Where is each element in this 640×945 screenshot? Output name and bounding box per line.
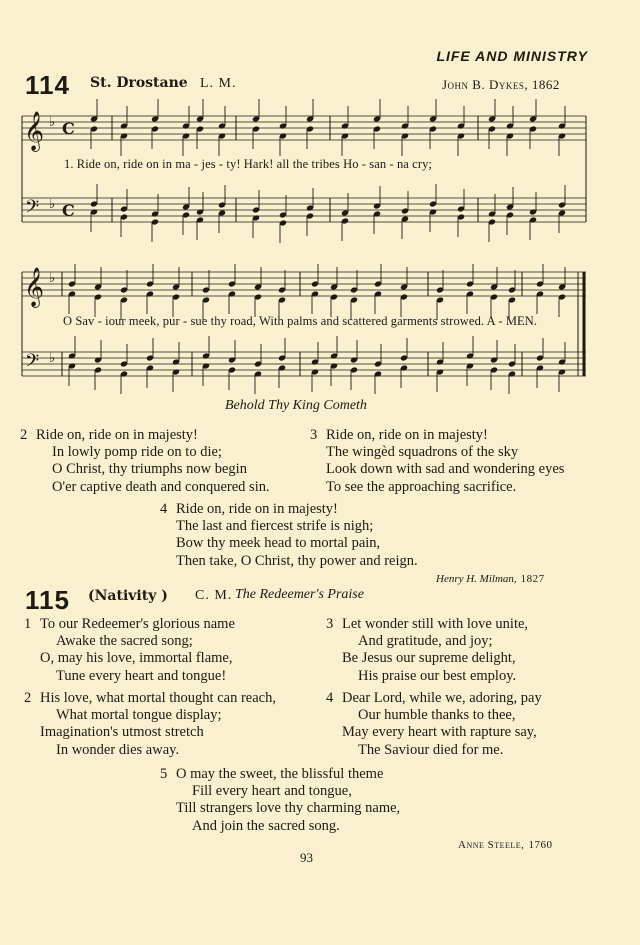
verse-line: Then take, O Christ, thy power and reign. — [176, 552, 418, 569]
lyrics-line-1: 1. Ride on, ride on in ma - jes - ty! Hark! all the tribes Ho - san - na cry; — [64, 157, 433, 171]
verse-line: Bow thy meek head to mortal pain, — [176, 535, 381, 552]
treble-clef-icon: 𝄞 — [24, 111, 45, 151]
verse-line: Ride on, ride on in majesty! — [326, 427, 488, 443]
staff-2-bass — [22, 352, 586, 376]
verse-line: O, may his love, immortal flame, — [40, 650, 233, 667]
verse-line: Imagination's utmost stretch — [40, 724, 204, 741]
flat-icon: ♭ — [49, 351, 56, 366]
verse-number: 4 — [326, 690, 334, 706]
composer-114: John B. Dykes, 1862 — [442, 77, 560, 92]
verse-line: Dear Lord, while we, adoring, pay — [342, 690, 542, 706]
bass-clef-icon: 𝄢 — [25, 197, 40, 222]
author-name: Henry H. Milman, — [436, 573, 517, 585]
hymn-number-114: 114 — [25, 70, 70, 100]
verse-line: And gratitude, and joy; — [358, 633, 493, 650]
music-score-114 — [0, 0, 640, 400]
verse-line: Ride on, ride on in majesty! — [36, 427, 198, 443]
verse-line: The Saviour died for me. — [358, 741, 504, 758]
staff-1-treble — [22, 116, 586, 140]
verse-line: Tune every heart and tongue! — [56, 667, 227, 684]
common-time-icon: C — [62, 201, 75, 220]
verse-number: 1 — [24, 616, 32, 632]
hymn-title-115: The Redeemer's Praise — [235, 587, 364, 602]
treble-clef-icon-2: 𝄞 — [24, 267, 45, 307]
author-year: 1760 — [528, 839, 553, 851]
verse-line: O'er captive death and conquered sin. — [52, 478, 270, 495]
verse-line: And join the sacred song. — [192, 817, 340, 834]
verse-line: His praise our best employ. — [358, 667, 517, 684]
verse-line: Ride on, ride on in majesty! — [176, 501, 338, 517]
verse-line: To see the approaching sacrifice. — [326, 478, 517, 495]
verse-number: 3 — [310, 427, 318, 443]
verse-number: 4 — [160, 501, 168, 517]
staff-1-bass — [22, 198, 586, 222]
verse-line: In lowly pomp ride on to die; — [52, 444, 222, 461]
verse-line: O may the sweet, the blissful theme — [176, 766, 384, 782]
meter-115: C. M. — [195, 588, 233, 603]
verse-number: 3 — [326, 616, 334, 632]
flat-icon: ♭ — [49, 197, 56, 212]
page-number: 93 — [300, 850, 313, 865]
verse-line: Let wonder still with love unite, — [342, 616, 529, 632]
verse-line: Look down with sad and wondering eyes — [326, 461, 565, 478]
verse-number: 5 — [160, 766, 168, 782]
verse-line: To our Redeemer's glorious name — [40, 616, 235, 632]
verse-line: Fill every heart and tongue, — [192, 783, 352, 800]
verse-line: Till strangers love thy charming name, — [176, 800, 401, 817]
verse-line: Our humble thanks to thee, — [358, 707, 516, 724]
verse-line: The last and fiercest strife is nigh; — [176, 518, 374, 535]
author-115 — [458, 835, 552, 853]
hymn-number-115: 115 — [25, 585, 70, 615]
author-name: Anne Steele, — [458, 839, 525, 851]
common-time-icon: C — [62, 119, 75, 138]
verse-line: Awake the sacred song; — [56, 633, 193, 650]
verse-line: His love, what mortal thought can reach, — [40, 690, 276, 706]
hymn-caption-114: Behold Thy King Cometh — [225, 398, 367, 413]
flat-icon: ♭ — [49, 271, 56, 286]
verse-line: O Christ, thy triumphs now begin — [52, 461, 247, 478]
verse-line: What mortal tongue display; — [56, 707, 222, 724]
bass-clef-icon-2: 𝄢 — [25, 351, 40, 376]
verse-number: 2 — [24, 690, 32, 706]
flat-icon: ♭ — [49, 115, 56, 130]
tune-name-nativity: (Nativity ) — [88, 588, 168, 604]
meter-114: L. M. — [200, 76, 237, 91]
verse-line: The wingèd squadrons of the sky — [326, 444, 519, 461]
lyrics-line-2: O Sav - iour meek, pur - sue thy road, With palms and scattered garments strowed. A - MEN. — [63, 314, 538, 328]
section-title: LIFE AND MINISTRY — [436, 48, 588, 64]
tune-name-st-drostane: St. Drostane — [90, 75, 188, 91]
verse-line: In wonder dies away. — [56, 741, 180, 758]
verse-number: 2 — [20, 427, 28, 443]
verse-line: May every heart with rapture say, — [342, 724, 537, 741]
staff-2-treble — [22, 272, 586, 296]
verse-line: Be Jesus our supreme delight, — [342, 650, 516, 667]
author-year: 1827 — [520, 573, 545, 585]
author-114 — [436, 569, 545, 587]
